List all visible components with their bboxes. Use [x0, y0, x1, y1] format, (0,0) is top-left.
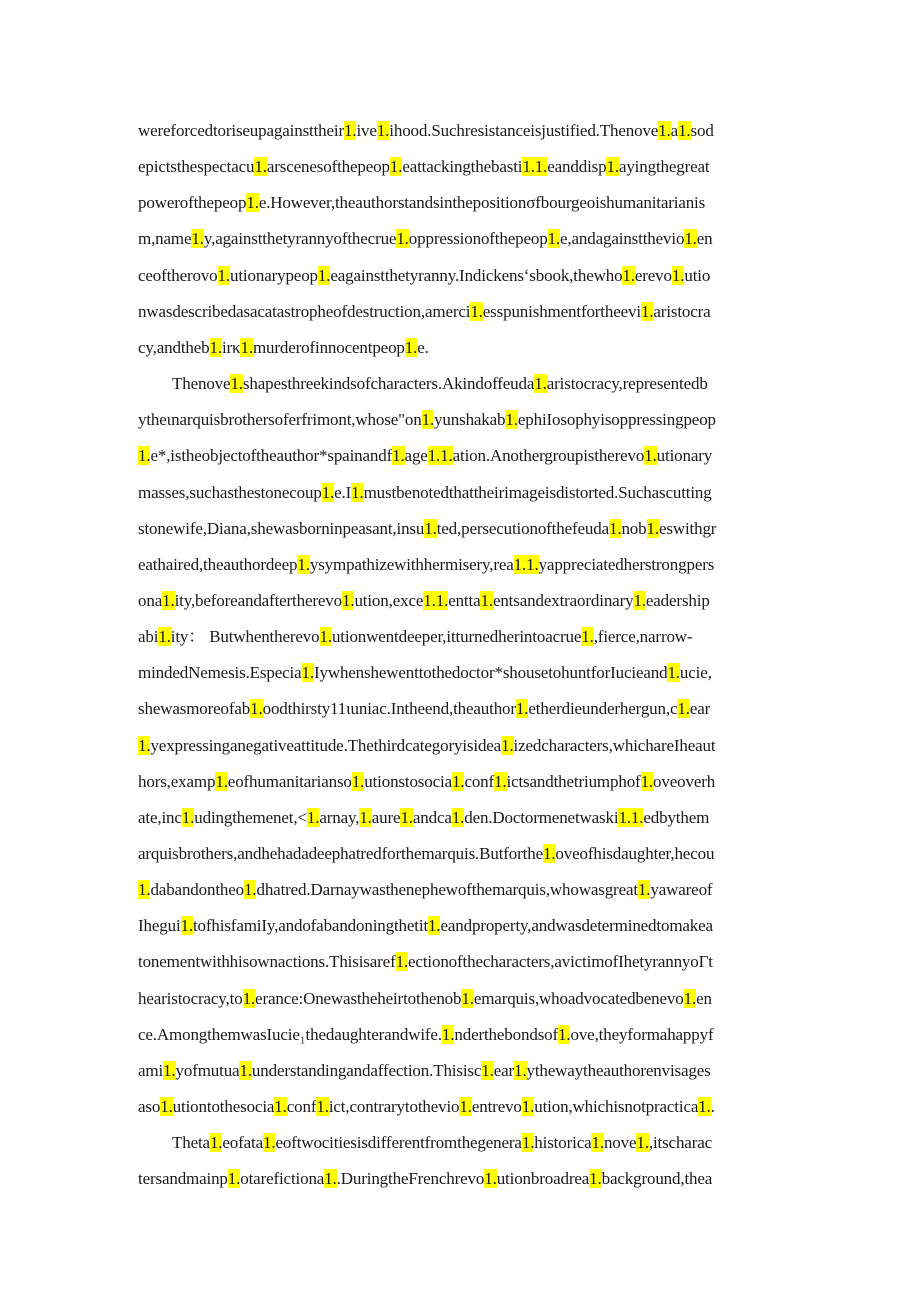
text-run: en: [696, 229, 713, 249]
text-line: [138, 770, 780, 794]
text-run: ear: [493, 1060, 515, 1080]
text-run: otarefictiona: [240, 1169, 325, 1189]
highlighted-text: 1.: [215, 771, 228, 791]
text-run: ayingthegreat: [618, 157, 710, 177]
text-run: nove: [603, 1133, 637, 1153]
highlighted-text: 1.: [591, 1133, 604, 1153]
highlighted-text: 1.: [677, 699, 690, 719]
highlighted-text: 1.: [461, 988, 474, 1008]
text-run: eoftwocitiesisdifferentfromthegenera: [275, 1133, 522, 1153]
text-run: yunshakab: [434, 410, 506, 430]
highlighted-text: 1.: [589, 1169, 602, 1189]
text-line: [138, 191, 780, 215]
highlighted-text: 1.: [319, 627, 332, 647]
highlighted-text: 1.: [637, 880, 651, 900]
text-run: ami: [138, 1060, 164, 1080]
text-run: abi: [138, 627, 159, 647]
highlighted-text: 1.: [263, 1133, 276, 1153]
highlighted-text: 1.: [240, 337, 253, 357]
text-run: ution,exce: [354, 591, 424, 610]
text-run: utio: [684, 265, 711, 285]
text-run: den.Doctormenetwaski: [464, 807, 619, 827]
text-run: utionarypeop: [230, 265, 318, 285]
highlighted-text: 1.: [501, 735, 514, 755]
text-line: [138, 661, 780, 685]
highlighted-text: 1.: [514, 1060, 527, 1080]
text-run: stonewife,Diana,shewasborninpeasant,insu: [138, 518, 425, 538]
highlighted-text: 1.: [138, 446, 151, 466]
text-run: e.: [417, 337, 429, 357]
text-run: ictsandthetriumphof: [506, 771, 641, 791]
text-run: e*,istheobjectoftheauthor*spainandf: [150, 446, 393, 466]
highlighted-text: 1.: [359, 807, 372, 827]
text-line: [138, 155, 780, 179]
text-run: nwasdescribedasacatastropheofdestruction,amerci: [138, 301, 471, 321]
highlighted-text: 1.: [351, 482, 364, 502]
highlighted-text: 1.: [321, 482, 335, 502]
highlighted-text: 1.: [678, 121, 691, 140]
text-run: entsandextraordinary: [492, 591, 634, 610]
highlighted-text: 1.: [227, 1169, 241, 1189]
text-run: tofhisfamiIy,andofabandoningthetit: [192, 916, 429, 936]
text-line: [138, 1095, 780, 1119]
text-line: [138, 227, 780, 251]
highlighted-text: 1.: [640, 301, 654, 321]
highlighted-text: 1.: [481, 1060, 494, 1080]
text-line: [138, 589, 780, 613]
highlighted-text: 1.: [558, 1024, 571, 1044]
text-run: udingthemenet,<: [194, 807, 307, 827]
text-run: ysympathizewithhermisery,rea: [309, 554, 514, 574]
text-run: eagainstthetyranny.Indickens‘sbook,thewho: [330, 265, 623, 285]
text-run: powerofthepeop: [138, 193, 247, 213]
highlighted-text: 1.: [274, 1097, 287, 1116]
text-run: ict,contrarytothevio: [328, 1097, 460, 1116]
text-run: etherdieunderhergun,c: [528, 699, 678, 719]
highlighted-text: 1.: [424, 518, 437, 538]
highlighted-text: 1.: [404, 337, 418, 357]
text-run: edbythem: [643, 807, 710, 827]
highlighted-text: 1.: [244, 880, 257, 900]
highlighted-text: 1.: [671, 265, 685, 285]
highlighted-text: 1.: [163, 1060, 176, 1080]
text-run: Theta: [172, 1133, 210, 1153]
text-line: [138, 734, 780, 758]
highlighted-text: 1.: [191, 229, 204, 249]
text-line: [138, 517, 780, 541]
highlighted-text: 1.: [181, 807, 195, 827]
text-run: dhatred.Darnaywasthenephewofthemarquis,whowasgreat: [256, 880, 638, 900]
highlighted-text: 1.: [162, 591, 175, 610]
text-run: ution,whichisnotpractica: [534, 1097, 699, 1116]
text-run: conf: [286, 1097, 317, 1116]
highlighted-text: 1.: [351, 771, 365, 791]
text-run: esspunishmentfortheevi: [482, 301, 641, 321]
highlighted-text: 1.1.: [423, 591, 449, 610]
text-run: en: [696, 988, 712, 1008]
text-run: ear: [689, 699, 711, 719]
highlighted-text: 1.: [376, 121, 390, 140]
text-run: tonementwithhisownactions.Thisisaref: [138, 952, 396, 972]
text-line: [138, 300, 780, 324]
text-run: sod: [690, 121, 714, 140]
text-line: [138, 878, 780, 902]
highlighted-text: 1.: [395, 952, 409, 972]
highlighted-text: 1.: [515, 699, 529, 719]
highlighted-text: 1.: [622, 265, 635, 285]
text-run: utionwentdeeper,itturnedherintoacrue: [331, 627, 582, 647]
text-run: tersandmainp: [138, 1169, 228, 1189]
highlighted-text: 1.: [658, 121, 671, 140]
highlighted-text: 1.: [441, 1024, 455, 1044]
text-run: ation.Anothergroupistherevo: [452, 446, 645, 466]
highlighted-text: 1.: [633, 591, 646, 610]
text-run: aristocra: [653, 301, 711, 321]
text-run: ectionofthecharacters,avictimofIhetyrannyoΓt: [408, 952, 713, 972]
highlighted-text: 1.: [459, 1097, 472, 1116]
text-run: mindedNemesis.Especia: [138, 663, 302, 683]
text-run: ted,persecutionofthefeuda: [436, 518, 609, 538]
text-line: [138, 950, 780, 974]
highlighted-text: 1.: [246, 193, 259, 213]
text-run: eandproperty,andwasdeterminedtomakea: [440, 916, 713, 936]
text-run: conf: [464, 771, 495, 791]
text-run: nderthebondsof: [454, 1024, 559, 1044]
text-line: [138, 1023, 780, 1047]
text-run: .DuringtheFrenchrevo: [336, 1169, 485, 1189]
text-run: shewasmoreofab: [138, 699, 251, 719]
highlighted-text: 1.1.: [618, 807, 644, 827]
text-run: entrevo: [471, 1097, 522, 1116]
highlighted-text: 1.: [640, 771, 654, 791]
text-run: oppressionofthepeop: [408, 229, 548, 249]
text-line: [138, 842, 780, 866]
text-line: [138, 444, 780, 468]
highlighted-text: 1.: [683, 988, 697, 1008]
text-line: [138, 625, 780, 649]
text-line: [138, 336, 780, 360]
text-run: arscenesofthepeop: [266, 157, 390, 177]
text-run: eofhumanitarianso: [227, 771, 352, 791]
highlighted-text: 1.: [698, 1097, 711, 1116]
text-run: oveoverh: [653, 771, 716, 791]
text-run: erevo: [634, 265, 672, 285]
text-run: ytheιnarquisbrothersoferfrimont,whose"on: [138, 410, 422, 430]
text-run: arquisbrothers,andhehadadeephatredforthemarquis.Butforthe: [138, 844, 543, 863]
paragraph-first-line: [172, 372, 780, 396]
text-run: ity,beforeandaftertherevo: [174, 591, 342, 610]
highlighted-text: 1.: [230, 374, 243, 393]
highlighted-text: 1.: [217, 265, 230, 285]
text-run: nob: [621, 518, 647, 538]
text-run: shapesthreekindsofcharacters.Akindoffeuda: [242, 374, 535, 393]
text-run: eswithgr: [658, 518, 717, 538]
highlighted-text: 1.: [636, 1133, 649, 1153]
text-line: [138, 987, 780, 1011]
text-run: ,fierce,narrow-: [593, 627, 693, 647]
text-run: eadership: [645, 591, 710, 610]
highlighted-text: 1.1.: [513, 554, 539, 574]
text-run: ate,inc: [138, 807, 182, 827]
highlighted-text: 1.: [606, 157, 619, 177]
text-run: oodthirsty11ιuniac.Intheend,theauthor: [262, 699, 516, 719]
text-run: emarquis,whoadvocatedbenevo: [473, 988, 684, 1008]
text-run: historica: [534, 1133, 592, 1153]
highlighted-text: 1.: [239, 1060, 252, 1080]
text-line: [138, 914, 780, 938]
text-run: yexpressinganegativeattitude.Thethirdcategoryisidea: [150, 735, 502, 755]
highlighted-text: 1.: [158, 627, 171, 647]
highlighted-text: 1.: [344, 121, 357, 140]
text-run: ity： Butwhentherevo: [170, 627, 320, 647]
text-run: yappreciatedherstrongpers: [538, 554, 715, 574]
highlighted-text: 1.: [667, 663, 680, 683]
highlighted-text: 1.: [138, 880, 151, 900]
highlighted-text: 1.1.: [427, 446, 453, 466]
highlighted-text: 1.: [324, 1169, 337, 1189]
text-run: erance:Onewastheheirtothenob: [255, 988, 462, 1008]
text-run: hearistocracy,to: [138, 988, 243, 1008]
text-run: irκ: [221, 337, 241, 357]
highlighted-text: 1.: [581, 627, 594, 647]
highlighted-text: 1.: [209, 1133, 223, 1153]
text-line: [138, 119, 780, 143]
text-run: hors,examp: [138, 771, 216, 791]
text-run: ephiIosophyisoppressingpeop: [517, 410, 716, 430]
text-run: yofmutua: [175, 1060, 240, 1080]
text-line: [138, 481, 780, 505]
highlighted-text: 1.: [306, 807, 320, 827]
text-run: oveofhisdaughter,hecou: [555, 844, 715, 863]
text-run: y,againstthetyrannyofthecrue: [203, 229, 397, 249]
text-run: Thenove: [172, 374, 231, 393]
text-run: utionary: [656, 446, 713, 466]
text-run: eanddisp: [547, 157, 607, 177]
text-run: izedcharacters,whichareIheaut: [513, 735, 716, 755]
text-run: utionstosocia: [364, 771, 452, 791]
highlighted-text: 1.: [250, 699, 263, 719]
highlighted-text: 1.: [317, 265, 331, 285]
highlighted-text: 1.1.: [522, 157, 548, 177]
text-run: ,itscharac: [648, 1133, 712, 1153]
text-run: mustbenotedthattheirimageisdistorted.Suchascutting: [363, 482, 712, 502]
text-run: a: [670, 121, 679, 140]
text-run: eofata: [222, 1133, 264, 1153]
highlighted-text: 1.: [242, 988, 256, 1008]
highlighted-text: 1.: [301, 663, 314, 683]
highlighted-text: 1.: [644, 446, 657, 466]
text-line: [138, 806, 780, 830]
text-run: e.I: [334, 482, 352, 502]
text-run: andca: [412, 807, 452, 827]
text-run: ihood.Suchresistanceisjustified.Thenove: [389, 121, 659, 140]
text-run: ive: [356, 121, 377, 140]
highlighted-text: 1.: [392, 446, 405, 466]
text-run: entta: [448, 591, 481, 610]
paragraph-first-line: [172, 1131, 780, 1155]
text-run: aso: [138, 1097, 161, 1116]
highlighted-text: 1.: [547, 229, 561, 249]
text-run: ona: [138, 591, 163, 610]
highlighted-text: 1.: [484, 1169, 497, 1189]
highlighted-text: 1.: [180, 916, 193, 936]
text-run: wereforcedtoriseupagainsttheir: [138, 121, 345, 140]
text-run: dabandontheo: [150, 880, 245, 900]
text-run: epictsthespectacu: [138, 157, 255, 177]
highlighted-text: 1.: [451, 807, 465, 827]
text-line: [138, 1167, 780, 1191]
highlighted-text: 1.: [341, 591, 355, 610]
text-line: [138, 553, 780, 577]
highlighted-text: 1.: [534, 374, 547, 393]
highlighted-text: 1.: [209, 337, 222, 357]
text-run: eathaired,theauthordeep: [138, 554, 298, 574]
text-run: Ihegui: [138, 916, 181, 936]
text-run: age: [404, 446, 428, 466]
highlighted-text: 1.: [138, 735, 151, 755]
highlighted-text: 1.: [609, 518, 622, 538]
highlighted-text: 1.: [521, 1097, 535, 1116]
highlighted-text: 1.: [396, 229, 409, 249]
text-run: e.However,theauthorstandsinthepositionσfbourgeoishumanitarianis: [258, 193, 706, 213]
highlighted-text: 1.: [160, 1097, 173, 1116]
text-run: ce.AmongthemwasIucie₁thedaughterandwife.: [138, 1024, 442, 1044]
highlighted-text: 1.: [470, 301, 483, 321]
highlighted-text: 1.: [316, 1097, 329, 1116]
highlighted-text: 1.: [494, 771, 507, 791]
highlighted-text: 1.: [521, 1133, 535, 1153]
highlighted-text: 1.: [254, 157, 267, 177]
text-line: [138, 1059, 780, 1083]
text-run: ove,theyformahappyf: [570, 1024, 714, 1044]
highlighted-text: 1.: [428, 916, 441, 936]
highlighted-text: 1.: [297, 554, 310, 574]
text-run: ythewaytheauthorenvisages: [526, 1060, 711, 1080]
highlighted-text: 1.: [505, 410, 518, 430]
text-run: utiontothesocia: [172, 1097, 275, 1116]
highlighted-text: 1.: [421, 410, 435, 430]
text-run: ucie,: [679, 663, 712, 683]
highlighted-text: 1.: [389, 157, 403, 177]
text-run: masses,suchasthestonecoup: [138, 482, 322, 502]
text-run: arnay,: [319, 807, 360, 827]
text-line: [138, 264, 780, 288]
text-run: .: [710, 1097, 715, 1116]
text-run: e,andagainstthevio: [560, 229, 685, 249]
highlighted-text: 1.: [451, 771, 465, 791]
text-run: Iywhenshewenttothedoctor*shousetohuntforIucieand: [313, 663, 668, 683]
text-run: aure: [371, 807, 401, 827]
text-run: ceoftherovo: [138, 265, 218, 285]
text-line: [138, 697, 780, 721]
highlighted-text: 1.: [684, 229, 697, 249]
text-run: utionbroadrea: [496, 1169, 590, 1189]
highlighted-text: 1.: [542, 844, 556, 863]
highlighted-text: 1.: [400, 807, 413, 827]
highlighted-text: 1.: [480, 591, 493, 610]
text-run: background,thea: [601, 1169, 713, 1189]
text-line: [138, 408, 780, 432]
text-run: m,name: [138, 229, 192, 249]
text-run: understandingandaffection.Thisisc: [251, 1060, 482, 1080]
text-run: murderofinnocentpeop: [252, 337, 405, 357]
text-run: eattackingthebasti: [402, 157, 523, 177]
text-run: cy,andtheb: [138, 337, 210, 357]
text-run: yawareof: [650, 880, 713, 900]
text-run: aristocracy,representedb: [546, 374, 708, 393]
highlighted-text: 1.: [646, 518, 659, 538]
